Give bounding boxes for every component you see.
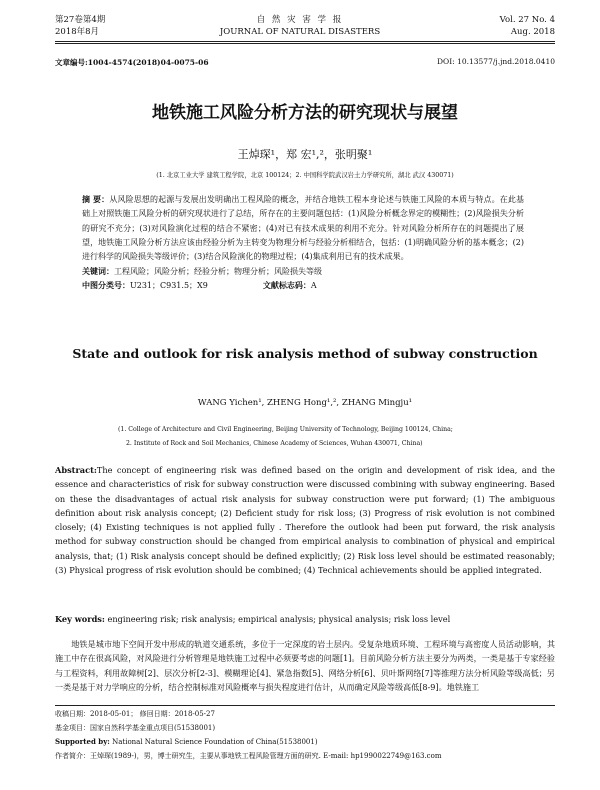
title-en: State and outlook for risk analysis method of subway construction [72,346,538,361]
body-paragraph: 地铁是城市地下空间开发中形成的轨道交通系统，多位于一定深度的岩土层内。受复杂地质环境、工程环境与高密度人员活动影响，其施工中存在很高风险，对风险进行分析管理是地铁施工过程中必须要考虑的问题[1]。目前风险分析方法主要分为两类，一类是基于专家经验与工程资料，利用故障树[2]、层次分析[2-3]、模糊理论[4]、紧急指数[5]、网络分析[6]、贝叶斯网络[7]等推理方法分析风险等级高低；另一类是基于对力学响应的分析，结合控制标准对风险概率与损失程度进行估计，从而确定风险等级高低[8-9]。地铁施工 [55,639,555,692]
header-rule-2 [55,43,555,44]
footnote-rule [55,705,555,706]
abstract-en-label: Abstract: [55,465,97,475]
affiliation-en [118,423,558,451]
keywords-en-text: engineering risk; risk analysis; empirical analysis; physical analysis; risk loss level [107,614,451,624]
journal-issue-cn [55,14,175,38]
footnotes [55,707,555,763]
keywords-en-label: Key words: [55,614,105,624]
keywords-en [55,612,555,626]
clc-label: 中图分类号： [82,280,130,290]
journal-name [200,14,400,38]
classification [82,278,524,293]
authors-cn: 王焯琛¹，郑 宏¹,²，张明聚¹ [237,148,373,161]
fund-en [55,735,555,749]
fund-cn: 基金项目：国家自然科学基金重点项目(51538001) [55,724,216,732]
fund-en-label: Supported by: [55,737,110,746]
doc-code-value: A [310,281,317,290]
clc-value: U231；C931.5；X9 [130,281,208,290]
header-rule [55,41,555,42]
volume-cn: 第27卷第4期 [55,15,106,25]
authors-en: WANG Yichen¹, ZHENG Hong¹,², ZHANG Mingju¹ [197,398,413,408]
journal-name-en: JOURNAL OF NATURAL DISASTERS [219,27,381,37]
date-cn: 2018年8月 [55,27,100,37]
keywords-cn-label: 关键词： [82,266,114,276]
author-note: 作者简介：王焯琛(1989-)，男，博士研究生，主要从事地铁工程风险管理方面的研究. E-mail: hp1990022749@163.com [55,752,442,760]
abstract-en-text: The concept of engineering risk was defined based on the origin and development of risk idea, and the essence and characteristics of risk for subway construction were discussed combining with subway engineering. Based on these the disadvantages of actual risk analysis for subway construction were put forward; (1) The ambiguous definition about risk analysis concept; (2) Deficient study for risk loss; (3) Progress of risk evolution is not combined closely; (4) Existing techniques is not applied fully . Therefore the outlook had been put forward, the risk analysis method for subway construction should be changed from empirical analysis to combination of physical and empirical analysis, that; (1) Risk analysis concept should be defined explicitly; (2) Risk loss level should be estimated reasonably; (3) Physical progress of risk evolution should be combined; (4) Technical achievements should be applied integrated. [55,465,555,576]
affiliation-en-1: (1. College of Architecture and Civil Engineering, Beijing University of Technology, Beijing 100124, China; [118,426,453,433]
keywords-cn [82,264,524,279]
title-cn: 地铁施工风险分析方法的研究现状与展望 [152,103,458,123]
article-number: 文章编号:1004-4574(2018)04-0075-06 [55,58,209,67]
abstract-cn-text: 从风险思想的起源与发展出发明确出工程风险的概念，并结合地铁工程本身论述与铁施工风险的本质与特点。在此基础上对照铁施工风险分析的研究现状进行了总结，所存在的主要问题包括：(1)风险分析概念界定的模糊性；(2)风险损失分析的研究不充分；(3)对风险演化过程的结合不紧密；(4)对已有技术成果的利用不充分。针对风险分析所存在的问题提出了展望，地铁施工风险分析方法应该由经验分析为主转变为物理分析与经验分析相结合，包括：(1)明确风险分析的基本概念；(2)进行科学的风险损失等级评价；(3)结合风险演化的物理过程；(4)集成利用已有的技术成果。 [82,195,524,262]
affiliation-cn: (1. 北京工业大学 建筑工程学院，北京 100124；2. 中国科学院武汉岩土力学研究所，湖北 武汉 430071) [156,172,454,179]
journal-issue-en [445,14,555,38]
date-en: Aug. 2018 [510,27,555,37]
volume-en: Vol. 27 No. 4 [499,15,555,25]
fund-en-text: National Natural Science Foundation of China(51538001) [112,738,318,746]
doi: DOI: 10.13577/j.jnd.2018.0410 [437,57,555,66]
keywords-cn-text: 工程风险；风险分析；经验分析；物理分析；风险损失等级 [114,267,322,276]
abstract-cn-label: 摘 要： [82,194,110,204]
received-date: 收稿日期：2018-05-01； 修回日期：2018-05-27 [55,710,215,718]
abstract-en [55,463,555,577]
journal-name-cn: 自 然 灾 害 学 报 [256,15,344,25]
affiliation-en-2: 2. Institute of Rock and Soil Mechanics, Chinese Academy of Sciences, Wuhan 430071, China) [126,440,423,447]
abstract-cn [82,192,524,264]
doc-code-label: 文献标志码： [262,280,311,290]
